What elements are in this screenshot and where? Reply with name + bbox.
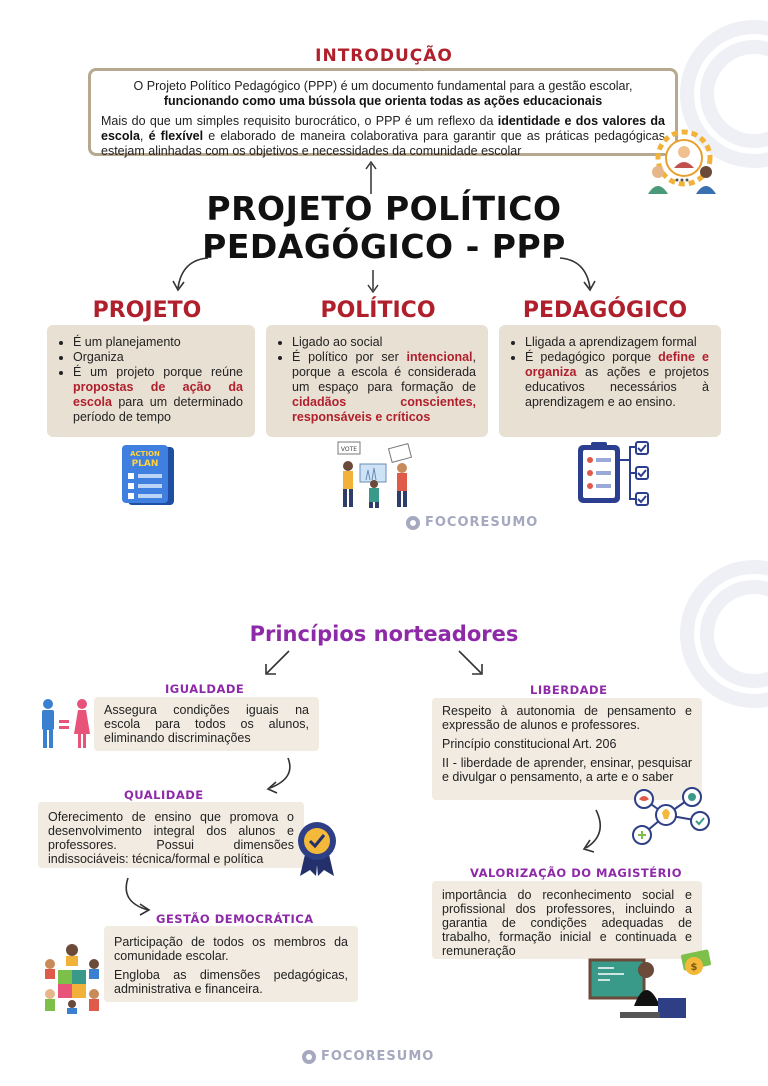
vote-protest-icon bbox=[334, 440, 418, 510]
valorizacao-title: VALORIZAÇÃO DO MAGISTÉRIO bbox=[470, 866, 682, 880]
ideas-network-icon bbox=[630, 785, 714, 849]
arrow-curve-down-right-icon bbox=[120, 876, 156, 916]
pedagogico-title: PEDAGÓGICO bbox=[522, 298, 688, 323]
icon-label: ACTION bbox=[130, 450, 160, 458]
igualdade-title: IGUALDADE bbox=[165, 682, 245, 696]
principles-title: Princípios norteadores bbox=[249, 622, 519, 646]
list-item bbox=[73, 335, 243, 350]
highlight-text: propostas de ação da escola bbox=[73, 380, 243, 409]
list-item-text: É pedagógico porque bbox=[525, 350, 659, 364]
highlight-text: cidadãos conscientes, responsáveis e críticos bbox=[292, 395, 476, 424]
gestao-text: Participação de todos os membros da comunidade escolar. bbox=[114, 935, 348, 963]
liberdade-text: Respeito à autonomia de pensamento e expressão de alunos e professores. bbox=[442, 704, 692, 732]
list-item-text: É político por ser bbox=[292, 350, 407, 364]
igualdade-card bbox=[94, 697, 319, 751]
arrow-left-curve-icon bbox=[172, 254, 212, 294]
liberdade-text: Princípio constitucional Art. 206 bbox=[442, 737, 617, 751]
arrow-right-curve-icon bbox=[556, 254, 596, 294]
intro-paragraph-2 bbox=[101, 114, 665, 159]
intro-bold: funcionando como uma bússola que orienta todas as ações educacionais bbox=[163, 94, 603, 108]
igualdade-text: Assegura condições iguais na escola para todos os alunos, eliminando discriminações bbox=[104, 703, 309, 745]
list-item-text: É um projeto porque reúne bbox=[73, 365, 243, 379]
gestao-card bbox=[104, 926, 358, 1002]
intro-title: INTRODUÇÃO bbox=[315, 46, 453, 66]
teacher-money-icon bbox=[584, 940, 716, 1022]
logo-icon bbox=[406, 516, 420, 530]
intro-text: Mais do que um simples requisito burocrático, o PPP é um reflexo da bbox=[101, 114, 498, 128]
icon-label: VOTE bbox=[340, 446, 358, 453]
list-item-text: para um determinado período de tempo bbox=[73, 395, 243, 424]
arrow-down-right-icon bbox=[456, 648, 486, 678]
gestao-title: GESTÃO DEMOCRÁTICA bbox=[156, 912, 314, 926]
intro-box bbox=[88, 68, 678, 156]
politico-card bbox=[266, 325, 488, 437]
qualidade-title: QUALIDADE bbox=[124, 788, 204, 802]
projeto-card bbox=[47, 325, 255, 437]
qualidade-card bbox=[38, 802, 304, 868]
quality-badge-icon bbox=[296, 820, 338, 878]
liberdade-text: II - liberdade de aprender, ensinar, pesquisar e divulgar o pensamento, a arte e o saber bbox=[442, 756, 692, 784]
qualidade-text: Oferecimento de ensino que promova o desenvolvimento integral dos alunos e professores. Possui dimensões indissociáveis: técnica/formal e política bbox=[48, 810, 294, 866]
valorizacao-text: importância do reconhecimento social e profissional dos professores, incluindo a garantia de condições adequadas de trabalho, formação inicial e continuada e remuneração bbox=[442, 888, 692, 958]
list-item bbox=[292, 350, 476, 425]
focoresumo-logo bbox=[302, 1049, 434, 1064]
highlight-text: intencional bbox=[406, 350, 473, 364]
intro-bold: identidade e dos valores da escola bbox=[101, 114, 665, 143]
intro-bold: é flexível bbox=[148, 129, 204, 143]
intro-text: e elaborado de maneira colaborativa para garantir que as práticas pedagógicas estejam alinhadas com os objetivos e necessidades da comunidade escolar bbox=[101, 129, 665, 158]
list-item-text: as ações e projetos educativos necessários à aprendizagem e ao ensino. bbox=[525, 365, 709, 409]
list-item-text: É um planejamento bbox=[73, 335, 181, 349]
intro-paragraph-1 bbox=[101, 79, 665, 109]
highlight-text: define e organiza bbox=[525, 350, 709, 379]
arrow-down-left-icon bbox=[262, 648, 292, 678]
intro-text: O Projeto Político Pedagógico (PPP) é um documento fundamental para a gestão escolar, bbox=[133, 79, 633, 93]
arrow-down-icon bbox=[366, 268, 380, 294]
intro-text: , bbox=[139, 129, 149, 143]
liberdade-title: LIBERDADE bbox=[530, 683, 608, 697]
list-item-text: , porque a escola é considerada um espaço para formação de bbox=[292, 350, 476, 394]
list-item-text: Lligada a aprendizagem formal bbox=[525, 335, 697, 349]
list-item bbox=[525, 335, 709, 350]
list-item bbox=[73, 350, 243, 365]
focoresumo-logo bbox=[406, 515, 538, 530]
list-item bbox=[525, 350, 709, 410]
projeto-title: PROJETO bbox=[92, 298, 202, 323]
arrow-curve-down-icon bbox=[574, 808, 608, 854]
main-title-line: PROJETO POLÍTICO bbox=[206, 189, 562, 228]
action-plan-icon bbox=[118, 443, 178, 507]
logo-text: FOCORESUMO bbox=[425, 515, 539, 530]
community-puzzle-icon bbox=[42, 942, 104, 1014]
icon-label: PLAN bbox=[131, 459, 159, 469]
gestao-text: Engloba as dimensões pedagógicas, administrativa e financeira. bbox=[114, 968, 348, 996]
checklist-icon bbox=[574, 441, 658, 507]
list-item-text: Ligado ao social bbox=[292, 335, 383, 349]
logo-icon bbox=[302, 1050, 316, 1064]
pedagogico-card bbox=[499, 325, 721, 437]
gender-equality-icon bbox=[38, 698, 94, 750]
main-title-line: PEDAGÓGICO - PPP bbox=[202, 227, 566, 266]
main-title bbox=[0, 190, 768, 266]
arrow-curve-down-icon bbox=[262, 756, 296, 794]
list-item bbox=[292, 335, 476, 350]
logo-text: FOCORESUMO bbox=[321, 1049, 435, 1064]
svg-text:$: $ bbox=[690, 962, 698, 973]
list-item-text: Organiza bbox=[73, 350, 124, 364]
list-item bbox=[73, 365, 243, 425]
politico-title: POLÍTICO bbox=[320, 298, 436, 323]
